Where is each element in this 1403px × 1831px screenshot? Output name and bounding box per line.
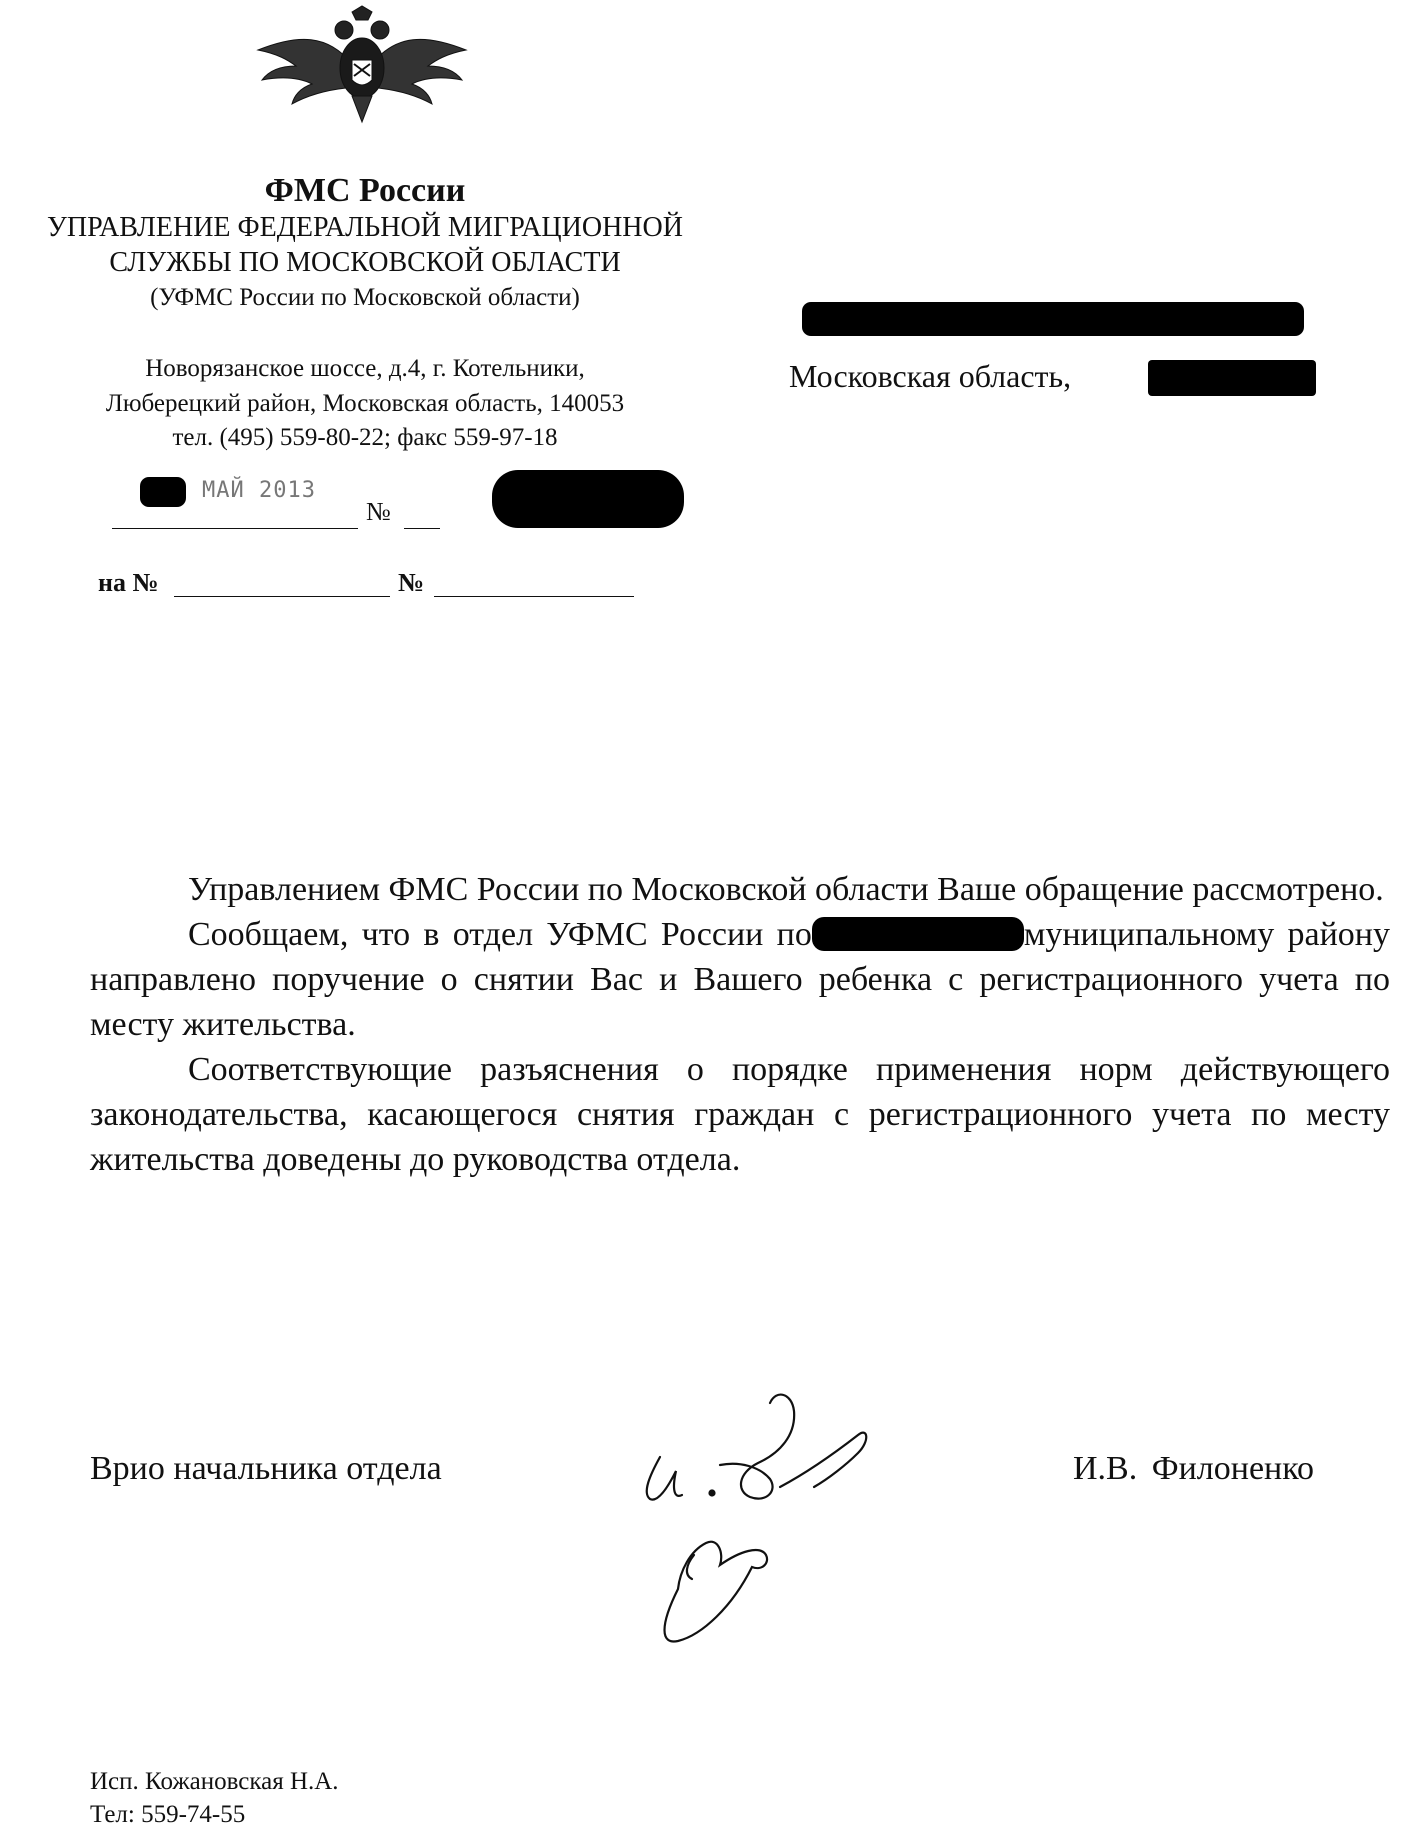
- executor-phone: Тел: 559-74-55: [90, 1799, 339, 1831]
- date-stamp: МАЙ 2013: [202, 478, 316, 503]
- date-underline: [112, 528, 358, 529]
- address-line-1: Новорязанское шоссе, д.4, г. Котельники,: [0, 352, 730, 387]
- district-redaction: [812, 917, 1024, 951]
- number-redaction: [492, 470, 684, 528]
- paragraph-3: Соответствующие разъяснения о порядке применения норм действующего законодательства, касающегося снятия граждан с регистрационного учета по месту жительства доведены до руководства отдела.: [90, 1047, 1390, 1182]
- number-underline: [404, 528, 440, 529]
- department-name: [0, 210, 730, 281]
- reply-to-label: на №: [98, 568, 159, 598]
- date-day-redaction: [140, 477, 186, 507]
- reply-to-underline: [174, 596, 390, 597]
- department-short-name: (УФМС России по Московской области): [0, 282, 730, 314]
- letter-body: [90, 867, 1390, 1182]
- number-label: №: [366, 497, 391, 527]
- signatory-name: И.В. Филоненко: [1073, 1450, 1314, 1488]
- executor-name: Исп. Кожановская Н.А.: [90, 1766, 339, 1799]
- agency-name: ФМС России: [0, 170, 730, 213]
- double-headed-eagle-emblem-icon: [248, 4, 476, 124]
- recipient-address-redaction: [1148, 360, 1316, 396]
- department-line-1: УПРАВЛЕНИЕ ФЕДЕРАЛЬНОЙ МИГРАЦИОННОЙ: [0, 210, 730, 245]
- paragraph-2: [90, 912, 1390, 1047]
- executor-info: [90, 1766, 339, 1831]
- department-line-2: СЛУЖБЫ ПО МОСКОВСКОЙ ОБЛАСТИ: [0, 245, 730, 280]
- recipient-name-redaction: [802, 302, 1304, 336]
- paragraph-2-start: Сообщаем, что в отдел УФМС России по: [188, 916, 812, 953]
- reply-number-label: №: [398, 568, 424, 598]
- paragraph-1: Управлением ФМС России по Московской области Ваше обращение рассмотрено.: [90, 867, 1390, 912]
- signatory-position: Врио начальника отдела: [90, 1450, 442, 1488]
- handwritten-signature: [620, 1375, 930, 1645]
- phone-fax-line: тел. (495) 559-80-22; факс 559-97-18: [0, 421, 730, 456]
- address-line-2: Люберецкий район, Московская область, 140053: [0, 387, 730, 422]
- department-address: [0, 352, 730, 456]
- reply-number-underline: [434, 596, 634, 597]
- paragraph-2-end: муниципальному району направлено поручение о снятии Вас и Вашего ребенка с регистрационного учета по месту жительства.: [90, 916, 1390, 1043]
- recipient-region: Московская область,: [789, 358, 1071, 395]
